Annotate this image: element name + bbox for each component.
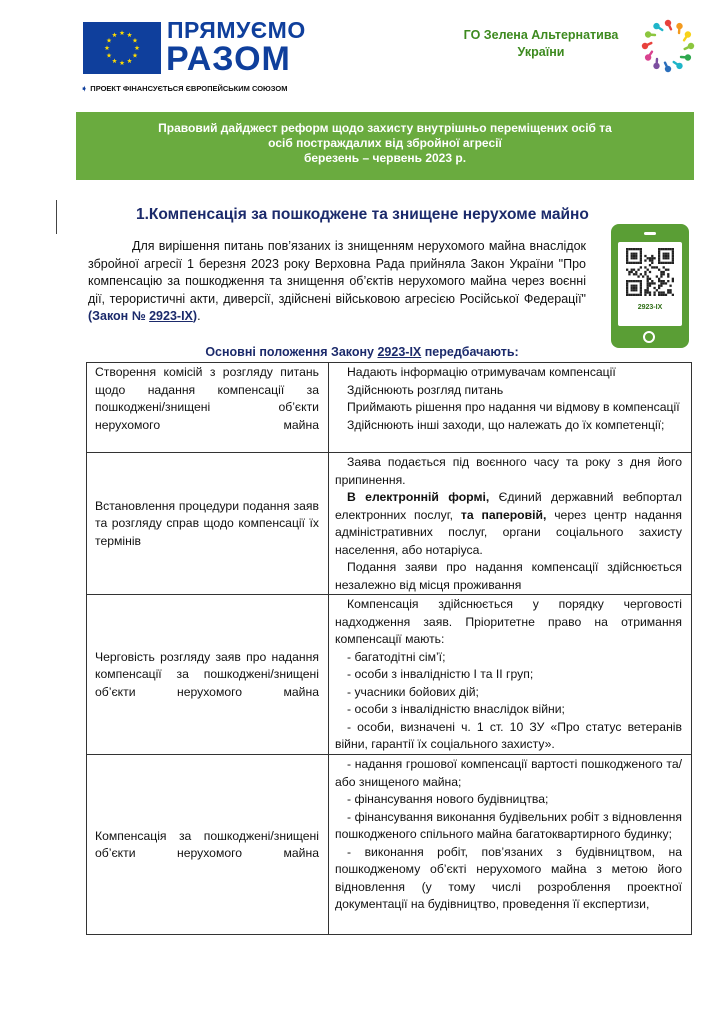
people-circle-logo-icon: [636, 14, 700, 78]
table-row: [87, 755, 692, 935]
detail-line: Здійснюють інші заходи, що належать до їх компетенції;: [347, 417, 665, 432]
banner-line-1: Правовий дайджест реформ щодо захисту внутрішньо переміщених осіб та: [158, 121, 612, 135]
table-heading: Основні положення Закону 2923-ІХ передбачають:: [205, 345, 519, 359]
detail-line: - особи з інвалідністю І та ІІ груп;: [347, 667, 534, 681]
detail-line: Подання заяви про надання компенсації здійснюється незалежно від місця проживання: [335, 560, 682, 592]
detail-line: - особи, визначені ч. 1 ст. 10 ЗУ «Про статус ветеранів війни, гарантії їх соціального захисту».: [335, 719, 682, 751]
org-name: ГО Зелена Альтернатива України: [463, 28, 619, 59]
provision-details: [329, 755, 692, 935]
provision-title: Компенсація за пошкоджені/знищені об’єкти нерухомого майна: [87, 755, 329, 935]
margin-mark: [56, 200, 57, 234]
intro-text: Для вирішення питань пов’язаних із знищенням нерухомого майна внаслідок збройної агресії 1 березня 2023 року Верховна Рада прийняла Закон України "Про компенсацію за пошкодження та знищення об’єктів нерухомого майна через воєнні дії, терористичні акти, диверсії, здійснені військовою агресією Російської Федерації": [88, 239, 586, 306]
qr-code-icon[interactable]: [626, 248, 674, 296]
table-row: [87, 363, 692, 453]
provision-details: [329, 363, 692, 453]
logo-title-top: ПРЯМУЄМО: [167, 17, 306, 43]
detail-line: Здійснюють розгляд питань: [347, 382, 504, 397]
figure-body-icon: [657, 26, 663, 30]
banner-line-2: осіб постраждалих від збройної агресії: [268, 136, 502, 150]
figure-body-icon: [681, 57, 688, 58]
table-row: [87, 595, 692, 755]
detail-line: Надають інформацію отримувачам компенсації: [347, 365, 616, 379]
figure-body-icon: [657, 59, 658, 66]
figure-body-icon: [679, 26, 680, 33]
provision-title: Черговість розгляду заяв про надання компенсації за пошкоджені/знищені об’єкти нерухомого майна: [87, 595, 329, 755]
provision-details: [329, 595, 692, 755]
detail-line: - виконання робіт, пов’язаних з будівництвом, на пошкодженому об’єкті нерухомого майна з метою його відновлення (у тому числі розроблення проектної документації на будівництво, проведення її експертизи,: [335, 844, 682, 911]
detail-line: - багатодітні сім’ї;: [347, 649, 446, 664]
provision-title: Створення комісій з розгляду питань щодо надання компенсації за пошкоджені/знищені об’єкти нерухомого майна: [87, 363, 329, 453]
detail-line: - надання грошової компенсації вартості пошкодженого та/або знищеного майна;: [335, 757, 682, 789]
detail-line: - особи з інвалідністю внаслідок війни;: [347, 702, 565, 716]
detail-line: Приймають рішення про надання чи відмову в компенсації: [347, 400, 680, 414]
figure-body-icon: [648, 52, 652, 58]
provision-details: [329, 453, 692, 595]
banner-line-3: березень – червень 2023 р.: [303, 151, 467, 165]
table-row: [87, 453, 692, 595]
detail-line: - фінансування виконання будівельних робіт з відновлення пошкодженого спільного майна багатоквартирного будинку;: [335, 809, 682, 841]
figure-body-icon: [674, 62, 680, 66]
provision-title: Встановлення процедури подання заяв та розгляду справ щодо компенсації їх термінів: [87, 453, 329, 595]
logo-title-bottom: РАЗОМ: [166, 40, 291, 78]
phone-qr-icon: [611, 224, 689, 348]
arrow-mark-icon: ➧: [81, 84, 88, 93]
section-title: 1.Компенсація за пошкоджене та знищене нерухоме майно: [136, 206, 589, 223]
phone-speaker: [644, 232, 656, 235]
phone-screen: [618, 242, 682, 326]
digest-banner: [76, 112, 694, 180]
figure-body-icon: [684, 35, 688, 41]
detail-line: Компенсація здійснюється у порядку черговості надходження заяв. Пріоритетне право на отримання компенсації мають:: [335, 597, 682, 646]
detail-line: В електронній формі, Єдиний державний вебпортал електронних послуг, та паперовій, через центр надання адміністративних послуг, органи соціального захисту населення, або нотаріуса.: [335, 490, 683, 557]
page-bottom: [86, 935, 692, 1024]
figure-body-icon: [648, 35, 655, 36]
eu-funding-note: [81, 84, 287, 93]
detail-line: - учасники бойових дій;: [347, 684, 479, 699]
detail-line: Заява подається під воєнного часу та року з дня його припинення.: [335, 455, 682, 487]
eu-flag-icon: [83, 22, 161, 74]
detail-line: - фінансування нового будівництва;: [347, 792, 549, 806]
eu-funding-text: ПРОЕКТ ФІНАНСУЄТЬСЯ ЄВРОПЕЙСЬКИМ СОЮЗОМ: [90, 84, 288, 93]
qr-label: 2923-IX: [637, 304, 663, 311]
law-reference[interactable]: (Закон № 2923-ІХ): [88, 309, 198, 323]
phone-home-button: [643, 331, 655, 343]
intro-paragraph: Для вирішення питань пов’язаних із знищенням нерухомого майна внаслідок збройної агресії 1 березня 2023 року Верховна Рада прийняла Закон України "Про компенсацію за пошкодження та знищення об’єктів нерухомого майна через воєнні дії, терористичні акти, диверсії, здійснені військовою агресією Російської Федерації" (Закон № 2923-ІХ).: [88, 239, 586, 323]
law-provisions-table: [86, 362, 692, 935]
